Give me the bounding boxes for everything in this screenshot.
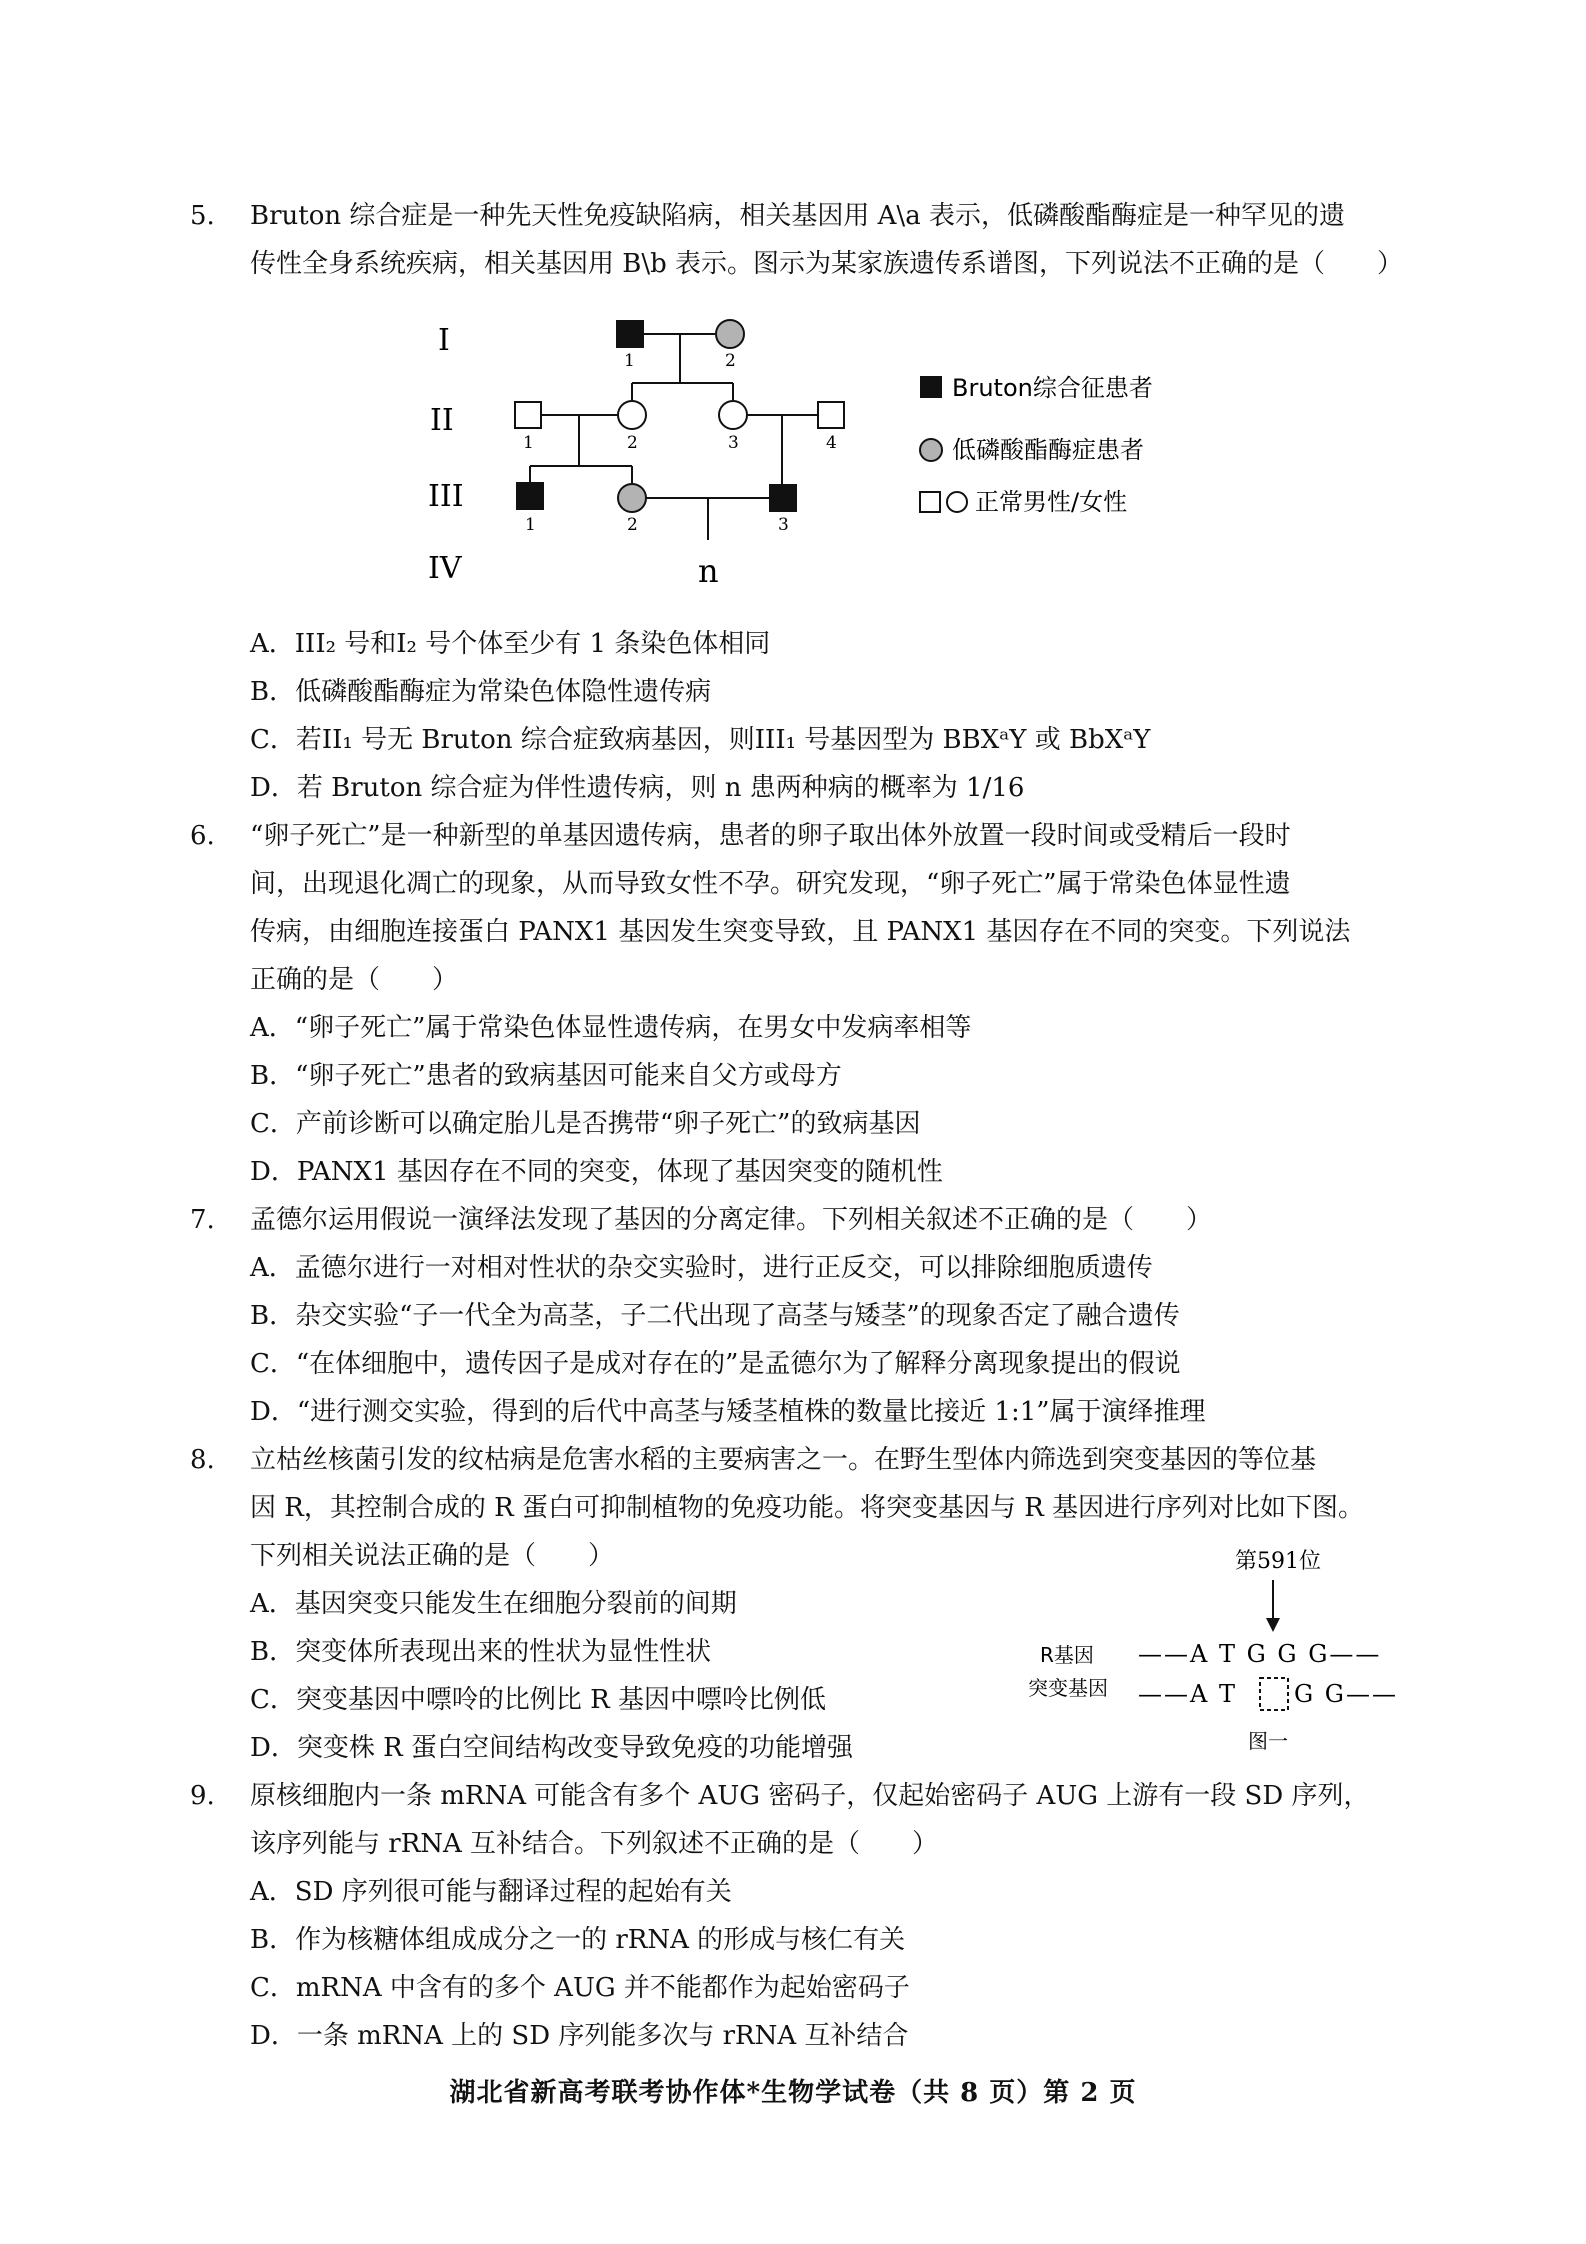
female-normal [719,401,747,429]
option-c: C．产前诊断可以确定胎儿是否携带“卵子死亡”的致病基因 [250,1109,921,1139]
legend-label: 正常男性/女性 [975,488,1128,516]
position-label: 第591位 [1235,1549,1321,1574]
question-stem: 孟德尔运用假说一演绎法发现了基因的分离定律。下列相关叙述不正确的是（ ） [250,1205,1213,1235]
option-c: C．“在体细胞中，遗传因子是成对存在的”是孟德尔为了解释分离现象提出的假说 [250,1349,1181,1379]
individual-number: 1 [525,515,536,535]
question-stem: 因 R，其控制合成的 R 蛋白可抑制植物的免疫功能。将突变基因与 R 基因进行序列对比如下图。 [250,1493,1365,1523]
option-b: B．“卵子死亡”患者的致病基因可能来自父方或母方 [250,1061,842,1091]
page-footer: 湖北省新高考联考协作体*生物学试卷（共 8 页）第 2 页 [449,2078,1137,2108]
question-stem: 传性全身系统疾病，相关基因用 B\b 表示。图示为某家族遗传系谱图，下列说法不正确的是（ ） [250,249,1404,279]
option-c: C．若II₁ 号无 Bruton 综合症致病基因，则III₁ 号基因型为 BBXᵃY 或 BbXᵃY [250,725,1151,755]
question-stem: 下列相关说法正确的是（ ） [250,1541,615,1571]
pedigree-chart [400,300,1170,600]
female-normal [618,401,646,429]
option-d: D．一条 mRNA 上的 SD 序列能多次与 rRNA 互补结合 [250,2021,909,2051]
legend-normal-female-icon [947,492,967,512]
question-stem: 传病，由细胞连接蛋白 PANX1 基因发生突变导致，且 PANX1 基因存在不同的突变。下列说法 [250,917,1351,947]
individual-number: 2 [627,515,638,535]
female-hypophosphatasia-affected [716,320,744,348]
mutant-sequence-right: G G—— [1294,1680,1398,1708]
option-c: C．mRNA 中含有的多个 AUG 并不能都作为起始密码子 [250,1973,910,2003]
option-a: A．“卵子死亡”属于常染色体显性遗传病，在男女中发病率相等 [250,1013,972,1043]
offspring-label: n [698,552,719,590]
question-stem: 间，出现退化凋亡的现象，从而导致女性不孕。研究发现，“卵子死亡”属于常染色体显性遗 [250,869,1291,899]
option-a: A．SD 序列很可能与翻译过程的起始有关 [250,1877,732,1907]
individual-number: 4 [826,433,837,453]
individual-number: 1 [523,433,534,453]
legend-bruton-icon [920,376,942,398]
generation-label: IV [428,551,462,586]
legend-normal-male-icon [920,492,940,512]
option-c: C．突变基因中嘌呤的比例比 R 基因中嘌呤比例低 [250,1685,826,1715]
question-stem: 原核细胞内一条 mRNA 可能含有多个 AUG 密码子，仅起始密码子 AUG 上游有一段 SD 序列， [250,1781,1370,1811]
sequence-figure [1010,1540,1430,1760]
option-d: D．若 Bruton 综合症为伴性遗传病，则 n 患两种病的概率为 1/16 [250,773,1025,803]
male-bruton-affected [517,483,543,509]
question-number: 6. [190,821,215,851]
female-hypophosphatasia-affected [618,484,646,512]
individual-number: 3 [778,515,789,535]
mutant-sequence-left: ——A T [1138,1680,1237,1708]
generation-label: I [438,323,450,358]
individual-number: 1 [624,351,635,371]
question-number: 9. [190,1781,215,1811]
male-normal [818,402,844,428]
legend-label: Bruton综合征患者 [952,374,1153,402]
question-number: 7. [190,1205,215,1235]
option-d: D．PANX1 基因存在不同的突变，体现了基因突变的随机性 [250,1157,943,1187]
question-number: 5. [190,201,215,231]
individual-number: 2 [627,433,638,453]
question-stem: 正确的是（ ） [250,965,459,995]
option-a: A．III₂ 号和I₂ 号个体至少有 1 条染色体相同 [250,629,771,659]
individual-number: 3 [728,433,739,453]
legend-hypophosphatasia-icon [920,439,942,461]
r-gene-sequence: ——A T G G G—— [1138,1640,1382,1668]
option-b: B．作为核糖体组成成分之一的 rRNA 的形成与核仁有关 [250,1925,906,1955]
generation-label: III [428,479,464,514]
male-normal [515,402,541,428]
generation-label: II [430,403,454,438]
male-bruton-affected [770,485,796,511]
individual-number: 2 [725,351,736,371]
option-b: B．杂交实验“子一代全为高茎，子二代出现了高茎与矮茎”的现象否定了融合遗传 [250,1301,1180,1331]
question-stem: “卵子死亡”是一种新型的单基因遗传病，患者的卵子取出体外放置一段时间或受精后一段时 [250,821,1291,851]
option-b: B．突变体所表现出来的性状为显性性状 [250,1637,712,1667]
option-b: B．低磷酸酯酶症为常染色体隐性遗传病 [250,677,712,707]
question-stem: Bruton 综合症是一种先天性免疫缺陷病，相关基因用 A\a 表示，低磷酸酯酶症是一种罕见的遗 [250,201,1345,231]
option-a: A．基因突变只能发生在细胞分裂前的间期 [250,1589,737,1619]
option-d: D．突变株 R 蛋白空间结构改变导致免疫的功能增强 [250,1733,853,1763]
option-a: A．孟德尔进行一对相对性状的杂交实验时，进行正反交，可以排除细胞质遗传 [250,1253,1153,1283]
figure-caption: 图一 [1248,1729,1288,1753]
deletion-box [1260,1678,1288,1710]
option-d: D．“进行测交实验，得到的后代中高茎与矮茎植株的数量比接近 1:1”属于演绎推理 [250,1397,1206,1427]
question-number: 8. [190,1445,215,1475]
r-gene-label: R基因 [1040,1643,1094,1667]
male-bruton-affected [617,321,643,347]
legend-label: 低磷酸酯酶症患者 [952,436,1144,464]
question-stem: 该序列能与 rRNA 互补结合。下列叙述不正确的是（ ） [250,1829,939,1859]
question-stem: 立枯丝核菌引发的纹枯病是危害水稻的主要病害之一。在野生型体内筛选到突变基因的等位基 [250,1445,1317,1475]
mutant-gene-label: 突变基因 [1028,1676,1108,1700]
arrow-head-icon [1266,1618,1280,1632]
